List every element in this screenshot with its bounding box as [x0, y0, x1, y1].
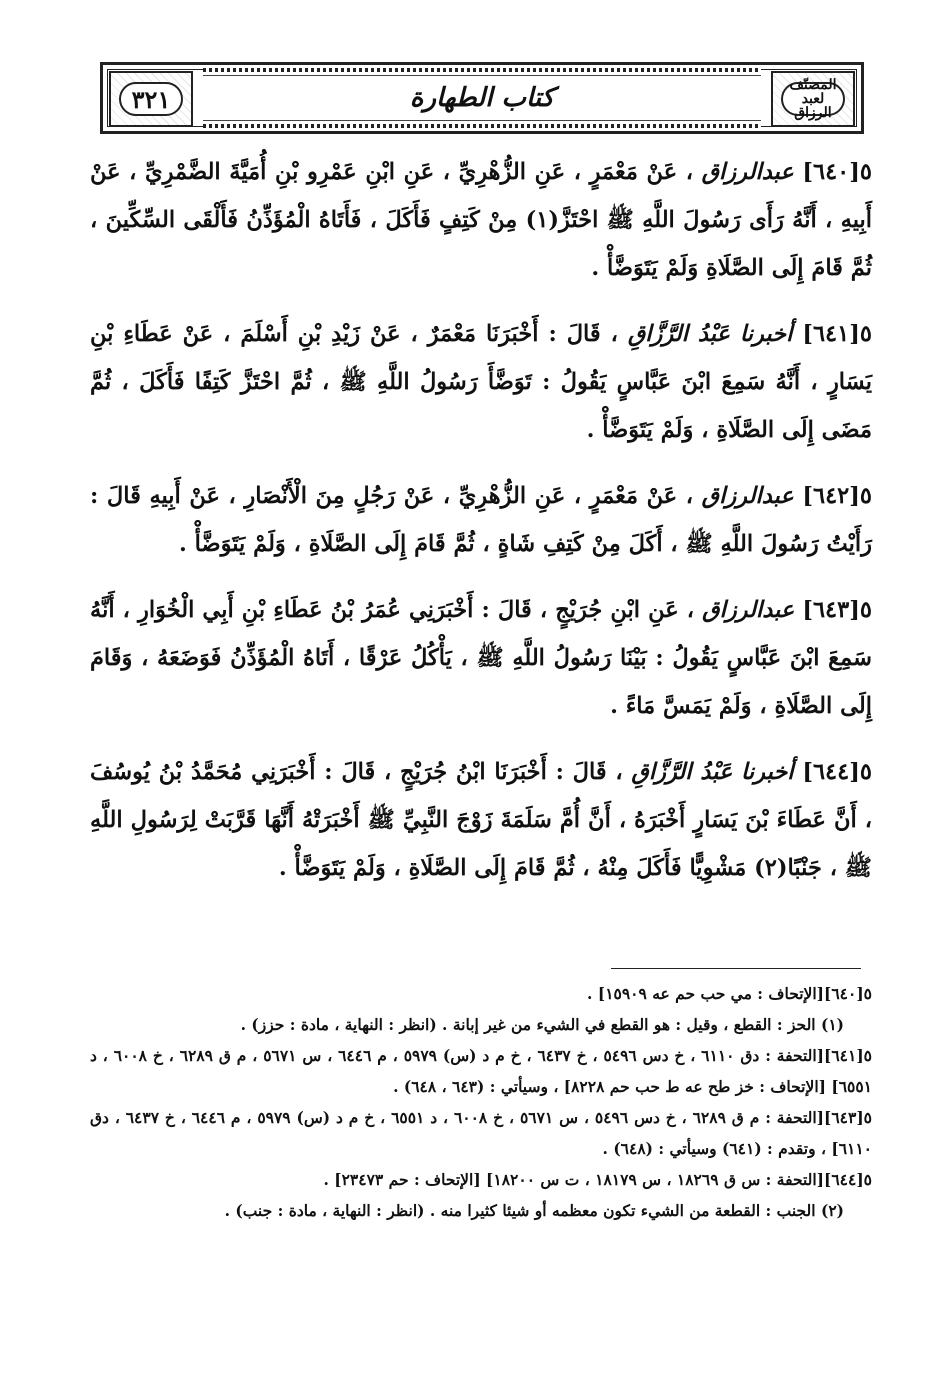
footnote-641: ٥[٦٤١][التحفة : دق ٦١١٠ ، خ دس ٥٤٩٦ ، خ ٦٤٣٧ ، خ م د (س) ٥٩٧٩ ، م ٦٤٤٦ ، س ٥٦٧١ ، م ق ٦٢٨٩ ، خ ٦٠٠٨ ، د ٦٥٥١] [الإتحاف : خز طح عه ط حب حم ٨٢٢٨] ، وسيأتي : (٦٤٣ ، ٦٤٨) .	[90, 1046, 872, 1096]
hadith-text: ، عَنْ مَعْمَرٍ ، عَنِ الزُّهْرِيِّ ، عَنِ ابْنِ عَمْرِو بْنِ أُمَيَّةَ الضَّمْرِيِّ ، عَنْ أَبِيهِ ، أَنَّهُ رَأَى رَسُولَ اللَّهِ ﷺ احْتَزَّ(١) مِنْ كَتِفٍ فَأَكَلَ ، فَأَتَاهُ الْمُؤَذِّنُ فَأَلْقَى السِّكِّينَ ، ثُمَّ قَامَ إِلَى الصَّلَاةِ وَلَمْ يَتَوَضَّأْ .	[90, 159, 872, 281]
main-text	[90, 148, 872, 910]
hadith-text: ، عَنِ ابْنِ جُرَيْجٍ ، قَالَ : أَخْبَرَنِي عُمَرُ بْنُ عَطَاءِ بْنِ أَبِي الْخُوَارِ ، أَنَّهُ سَمِعَ ابْنَ عَبَّاسٍ يَقُولُ : بَيْنَا رَسُولُ اللَّهِ ﷺ ، يَأْكُلُ عَرْقًا ، أَتَاهُ الْمُؤَذِّنُ فَوَضَعَهُ ، وَقَامَ إِلَى الصَّلَاةِ ، وَلَمْ يَمَسَّ مَاءً .	[90, 597, 872, 719]
hadith-number: ٥[٦٤٣]	[802, 597, 872, 623]
page-number-plate	[119, 82, 183, 116]
page-header	[100, 62, 864, 134]
footnote-640: ٥[٦٤٠][الإتحاف : مي حب حم عه ١٥٩٠٩] .	[587, 984, 872, 1003]
page-number-panel	[109, 71, 193, 127]
hadith-640	[90, 148, 872, 292]
footnotes	[90, 978, 872, 1226]
hadith-number: ٥[٦٤٤]	[802, 759, 872, 785]
header-border-bottom	[203, 124, 761, 128]
hadith-641	[90, 310, 872, 454]
hadith-text: ، عَنْ مَعْمَرٍ ، عَنِ الزُّهْرِيِّ ، عَنْ رَجُلٍ مِنَ الْأَنْصَارِ ، عَنْ أَبِيهِ قَالَ : رَأَيْتُ رَسُولَ اللَّهِ ﷺ ، أَكَلَ مِنْ كَتِفِ شَاةٍ ، ثُمَّ قَامَ إِلَى الصَّلَاةِ ، وَلَمْ يَتَوَضَّأْ .	[90, 483, 872, 557]
ornament-line-2: لعبد الرزاق	[794, 91, 832, 121]
hadith-642	[90, 472, 872, 568]
hadith-source: أخبرنا عَبْدُ الرَّزَّاقِ	[631, 759, 794, 785]
hadith-text: ، قَالَ : أَخْبَرَنَا ابْنُ جُرَيْجٍ ، قَالَ : أَخْبَرَنِي مُحَمَّدُ بْنُ يُوسُفَ ، أَنَّ عَطَاءَ بْنَ يَسَارٍ أَخْبَرَهُ ، أَنَّ أُمَّ سَلَمَةَ زَوْجَ النَّبِيِّ ﷺ أَخْبَرَتْهُ أَنَّهَا قَرَّبَتْ لِرَسُولِ اللَّهِ ﷺ ، جَنْبًا(٢) مَشْوِيًّا فَأَكَلَ مِنْهُ ، ثُمَّ قَامَ إِلَى الصَّلَاةِ ، وَلَمْ يَتَوَضَّأْ .	[90, 759, 872, 881]
book-ornament-panel	[771, 71, 855, 127]
footnote-643: ٥[٦٤٣][التحفة : م ق ٦٢٨٩ ، خ دس ٥٤٩٦ ، س ٥٦٧١ ، خ ٦٠٠٨ ، د ٦٥٥١ ، خ م د (س) ٥٩٧٩ ، م ٦٤٤٦ ، خ ٦٤٣٧ ، دق ٦١١٠] ، وتقدم : (٦٤١) وسيأتي : (٦٤٨) .	[90, 1108, 872, 1158]
hadith-644	[90, 748, 872, 892]
hadith-number: ٥[٦٤٢]	[802, 483, 872, 509]
ornament-line-1: المصنّف	[789, 77, 837, 93]
footnote-separator	[611, 968, 861, 969]
header-border-top	[203, 68, 761, 72]
footnote-2: (٢) الجنب : القطعة من الشيء تكون معظمه أو شيئا كثيرا منه . (انظر : النهاية ، مادة : جنب) .	[224, 1201, 844, 1220]
hadith-text: ، قَالَ : أَخْبَرَنَا مَعْمَرٌ ، عَنْ زَيْدِ بْنِ أَسْلَمَ ، عَنْ عَطَاءِ بْنِ يَسَارٍ ، أَنَّهُ سَمِعَ ابْنَ عَبَّاسٍ يَقُولُ : تَوَضَّأَ رَسُولُ اللَّهِ ﷺ ، ثُمَّ احْتَزَّ كَتِفًا فَأَكَلَ ، ثُمَّ مَضَى إِلَى الصَّلَاةِ ، وَلَمْ يَتَوَضَّأْ .	[90, 321, 872, 443]
hadith-number: ٥[٦٤١]	[802, 321, 872, 347]
hadith-source: عبدالرزاق	[702, 597, 795, 623]
hadith-source: عبدالرزاق	[701, 159, 794, 185]
book-title: كتاب الطهارة	[409, 83, 555, 113]
hadith-number: ٥[٦٤٠]	[802, 159, 872, 185]
header-title-zone	[203, 75, 761, 121]
book-ornament	[781, 77, 845, 121]
hadith-source: أخبرنا عَبْدُ الرَّزَّاقِ	[627, 321, 793, 347]
footnote-644: ٥[٦٤٤][التحفة : س ق ١٨٢٦٩ ، س ١٨١٧٩ ، ت س ١٨٢٠٠] [الإتحاف : حم ٢٣٤٧٣] .	[323, 1170, 872, 1189]
hadith-643	[90, 586, 872, 730]
footnote-1: (١) الحز : القطع ، وقيل : هو القطع في الشيء من غير إبانة . (انظر : النهاية ، مادة : حزز) .	[240, 1015, 844, 1034]
page-number: ٣٢١	[131, 84, 171, 114]
hadith-source: عبدالرزاق	[701, 483, 794, 509]
